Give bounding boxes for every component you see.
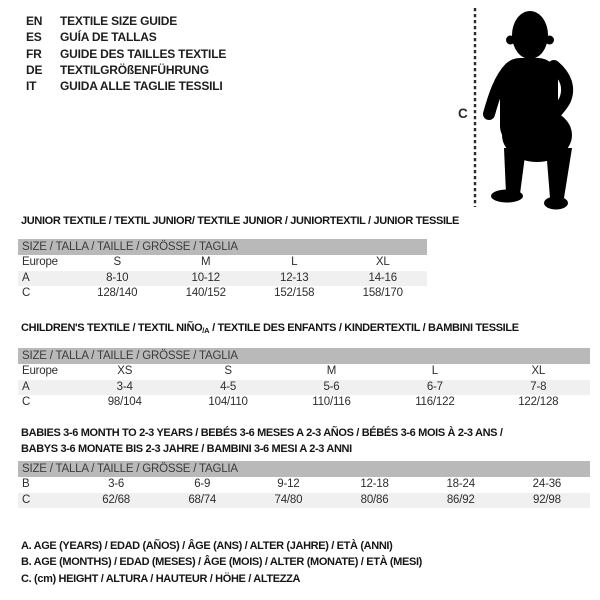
footnote-b: B. AGE (MONTHS) / EDAD (MESES) / ÂGE (MOIS) / ALTER (MONATE) / ETÀ (MESI) — [21, 556, 422, 569]
language-code: EN — [26, 14, 43, 28]
row-label: A — [22, 380, 30, 393]
language-title: GUÍA DE TALLAS — [60, 30, 157, 45]
junior-size-table — [18, 239, 427, 302]
row-label: Europe — [22, 256, 58, 268]
cell: 122/128 — [518, 396, 559, 408]
language-row-de — [26, 62, 226, 78]
cell: 12-13 — [280, 271, 309, 284]
cell: 3-6 — [108, 478, 125, 490]
language-row-fr — [26, 46, 226, 62]
cell: 6-7 — [426, 380, 443, 393]
cell: 7-8 — [530, 380, 547, 393]
title-text: CHILDREN'S TEXTILE / TEXTIL NIÑO — [21, 322, 203, 334]
cell: 10-12 — [191, 271, 220, 284]
language-title: TEXTILGRÖßENFÜHRUNG — [60, 62, 209, 77]
height-measure-line — [472, 8, 478, 208]
row-label: B — [22, 478, 30, 490]
cell: 8-10 — [106, 271, 129, 284]
row-label: C — [22, 287, 31, 299]
language-code: DE — [26, 62, 43, 77]
language-title: GUIDA ALLE TAGLIE TESSILI — [60, 79, 223, 94]
cell: 68/74 — [188, 493, 217, 506]
cell: 152/158 — [274, 287, 315, 299]
footnote-c: C. (cm) HEIGHT / ALTURA / HAUTEUR / HÖHE / ALTEZZA — [21, 572, 301, 585]
cell: 158/170 — [362, 287, 403, 299]
cell: 62/68 — [102, 493, 130, 506]
cell: 98/104 — [107, 396, 142, 408]
cell: 110/116 — [312, 396, 351, 408]
cell: 9-12 — [277, 478, 300, 490]
babies-section-title — [21, 426, 503, 457]
table-row-months — [18, 477, 590, 493]
cell: 3-4 — [116, 380, 133, 393]
language-row-it — [26, 78, 226, 94]
row-label: Europe — [22, 365, 58, 377]
cell: L — [431, 365, 438, 377]
language-title: TEXTILE SIZE GUIDE — [60, 14, 178, 28]
table-row-height — [18, 493, 590, 509]
cell: XS — [117, 365, 133, 377]
cell: 24-36 — [532, 478, 562, 490]
height-measure-label: C — [458, 106, 468, 121]
cell: 80/86 — [360, 493, 389, 506]
footnotes — [21, 538, 422, 587]
table-row-height — [18, 395, 590, 411]
language-row-en — [26, 13, 226, 29]
toddler-silhouette-icon — [482, 8, 590, 212]
cell: M — [326, 365, 337, 377]
language-row-es — [26, 29, 226, 45]
cell: L — [291, 256, 298, 268]
language-title: GUIDE DES TAILLES TEXTILE — [60, 46, 227, 61]
cell: 14-16 — [368, 271, 397, 284]
row-label: A — [22, 271, 30, 284]
cell: 18-24 — [446, 478, 475, 490]
table-row-age — [18, 380, 590, 396]
cell: 12-18 — [360, 478, 389, 490]
cell: S — [224, 365, 232, 377]
footnote-a: A. AGE (YEARS) / EDAD (AÑOS) / ÂGE (ANS) / ALTER (JAHRE) / ETÀ (ANNI) — [21, 540, 393, 552]
size-header-bar: SIZE / TALLA / TAILLE / GRÖSSE / TAGLIA — [18, 239, 427, 255]
title-line: BABYS 3-6 MONATE BIS 2-3 JAHRE / BAMBINI 3-6 MESI A 2-3 ANNI — [21, 442, 352, 455]
cell: XL — [375, 256, 390, 268]
cell: M — [201, 256, 211, 268]
row-label: C — [22, 493, 31, 506]
size-header-bar: SIZE / TALLA / TAILLE / GRÖSSE / TAGLIA — [18, 348, 590, 364]
language-code: FR — [26, 46, 42, 61]
title-line: BABIES 3-6 MONTH TO 2-3 YEARS / BEBÉS 3-6 MESES A 2-3 AÑOS / BÉBÉS 3-6 MOIS À 2-3 ANS / — [21, 427, 503, 439]
cell: 6-9 — [194, 478, 211, 490]
junior-section-title: JUNIOR TEXTILE / TEXTIL JUNIOR/ TEXTILE JUNIOR / JUNIORTEXTIL / JUNIOR TESSILE — [21, 215, 460, 227]
cell: XL — [531, 365, 546, 377]
cell: 5-6 — [323, 380, 340, 393]
table-row-age — [18, 271, 427, 287]
cell: 140/152 — [185, 287, 226, 299]
title-subscript: /A — [202, 326, 210, 335]
language-code: IT — [26, 79, 37, 94]
cell: 116/122 — [415, 396, 455, 408]
cell: 86/92 — [446, 493, 475, 506]
language-list — [26, 13, 226, 94]
row-label: C — [22, 396, 31, 408]
children-size-table — [18, 348, 590, 411]
babies-size-table — [18, 461, 590, 508]
children-section-title — [21, 322, 519, 337]
title-text: / TEXTILE DES ENFANTS / KINDERTEXTIL / BAMBINI TESSILE — [209, 322, 519, 334]
size-header-bar: SIZE / TALLA / TAILLE / GRÖSSE / TAGLIA — [18, 461, 590, 477]
cell: 92/98 — [533, 493, 561, 506]
table-row-europe — [18, 255, 427, 271]
table-row-europe — [18, 364, 590, 380]
cell: 104/110 — [208, 396, 248, 408]
cell: 128/140 — [97, 287, 138, 299]
cell: S — [113, 256, 121, 268]
cell: 74/80 — [274, 493, 303, 506]
cell: 4-5 — [220, 380, 237, 393]
language-code: ES — [26, 30, 42, 45]
table-row-height — [18, 286, 427, 302]
